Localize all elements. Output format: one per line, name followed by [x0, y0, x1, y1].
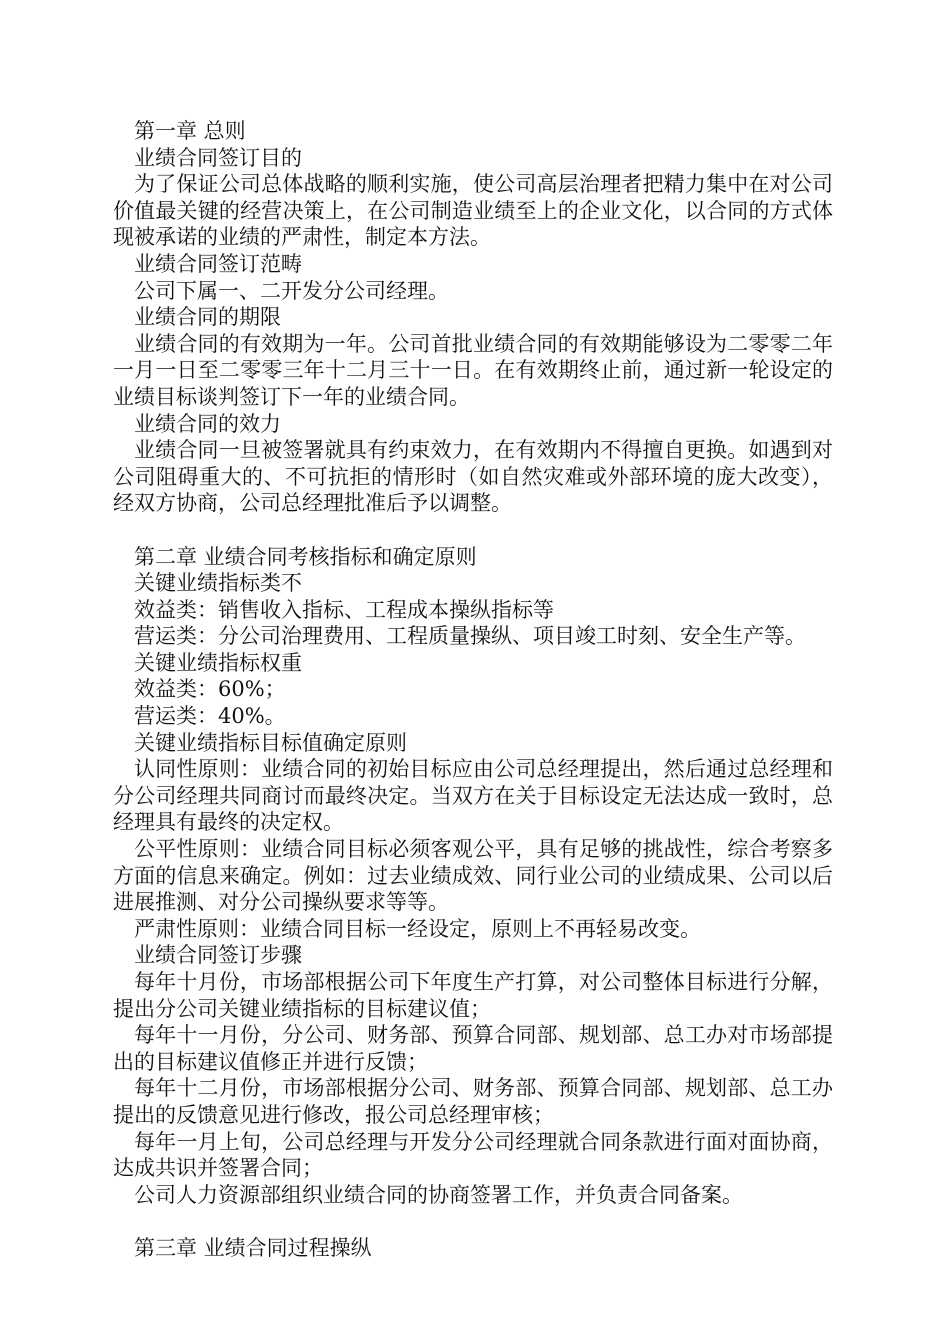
list-item: 每年十月份，市场部根据公司下年度生产打算，对公司整体目标进行分解，提出分公司关键业绩指标的目标建议值；: [113, 970, 833, 1021]
list-item: 营运类：40%。: [134, 704, 286, 729]
section-heading: 业绩合同签订步骤: [134, 943, 302, 968]
document-body: [113, 118, 833, 1262]
section-heading: 关键业绩指标权重: [134, 650, 302, 675]
section-heading: 业绩合同的期限: [134, 305, 281, 330]
list-item: 每年十二月份，市场部根据分公司、财务部、预算合同部、规划部、总工办提出的反馈意见进行修改，报公司总经理审核；: [113, 1076, 833, 1127]
chapter-3-title: 第三章 业绩合同过程操纵: [134, 1235, 372, 1260]
list-item: 严肃性原则：业绩合同目标一经设定，原则上不再轻易改变。: [134, 916, 701, 941]
section-heading: 关键业绩指标类不: [134, 571, 302, 596]
list-item: 营运类：分公司治理费用、工程质量操纵、项目竣工时刻、安全生产等。: [134, 624, 806, 649]
blank-line: [113, 1208, 833, 1235]
paragraph: 为了保证公司总体战略的顺利实施，使公司高层治理者把精力集中在对公司价值最关键的经营决策上，在公司制造业绩至上的企业文化，以合同的方式体现被承诺的业绩的严肃性，制定本方法。: [113, 172, 833, 250]
blank-line: [113, 517, 833, 544]
chapter-1-title: 第一章 总则: [134, 119, 246, 143]
list-item: 认同性原则：业绩合同的初始目标应由公司总经理提出，然后通过总经理和分公司经理共同商讨而最终决定。当双方在关于目标设定无法达成一致时，总经理具有最终的决定权。: [113, 757, 833, 835]
section-heading: 业绩合同签订目的: [134, 145, 302, 170]
list-item: 每年十一月份，分公司、财务部、预算合同部、规划部、总工办对市场部提出的目标建议值修正并进行反馈；: [113, 1023, 833, 1074]
section-heading: 业绩合同的效力: [134, 411, 281, 436]
paragraph: 业绩合同的有效期为一年。公司首批业绩合同的有效期能够设为二零零二年一月一日至二零零三年十二月三十一日。在有效期终止前，通过新一轮设定的业绩目标谈判签订下一年的业绩合同。: [113, 331, 833, 409]
paragraph: 业绩合同一旦被签署就具有约束效力，在有效期内不得擅自更换。如遇到对公司阻碍重大的、不可抗拒的情形时（如自然灾难或外部环境的庞大改变），经双方协商，公司总经理批准后予以调整。: [113, 438, 833, 516]
list-item: 效益类：销售收入指标、工程成本操纵指标等: [134, 597, 554, 622]
section-heading: 关键业绩指标目标值确定原则: [134, 730, 407, 755]
section-heading: 业绩合同签订范畴: [134, 251, 302, 276]
chapter-2-title: 第二章 业绩合同考核指标和确定原则: [134, 544, 477, 569]
list-item: 公司人力资源部组织业绩合同的协商签署工作，并负责合同备案。: [134, 1182, 743, 1207]
list-item: 效益类：60%；: [134, 677, 286, 702]
paragraph: 公司下属一、二开发分公司经理。: [134, 278, 449, 303]
list-item: 公平性原则：业绩合同目标必须客观公平，具有足够的挑战性，综合考察多方面的信息来确定。例如：过去业绩成效、同行业公司的业绩成果、公司以后进展推测、对分公司操纵要求等等。: [113, 837, 833, 915]
list-item: 每年一月上旬，公司总经理与开发分公司经理就合同条款进行面对面协商，达成共识并签署合同；: [113, 1129, 833, 1181]
